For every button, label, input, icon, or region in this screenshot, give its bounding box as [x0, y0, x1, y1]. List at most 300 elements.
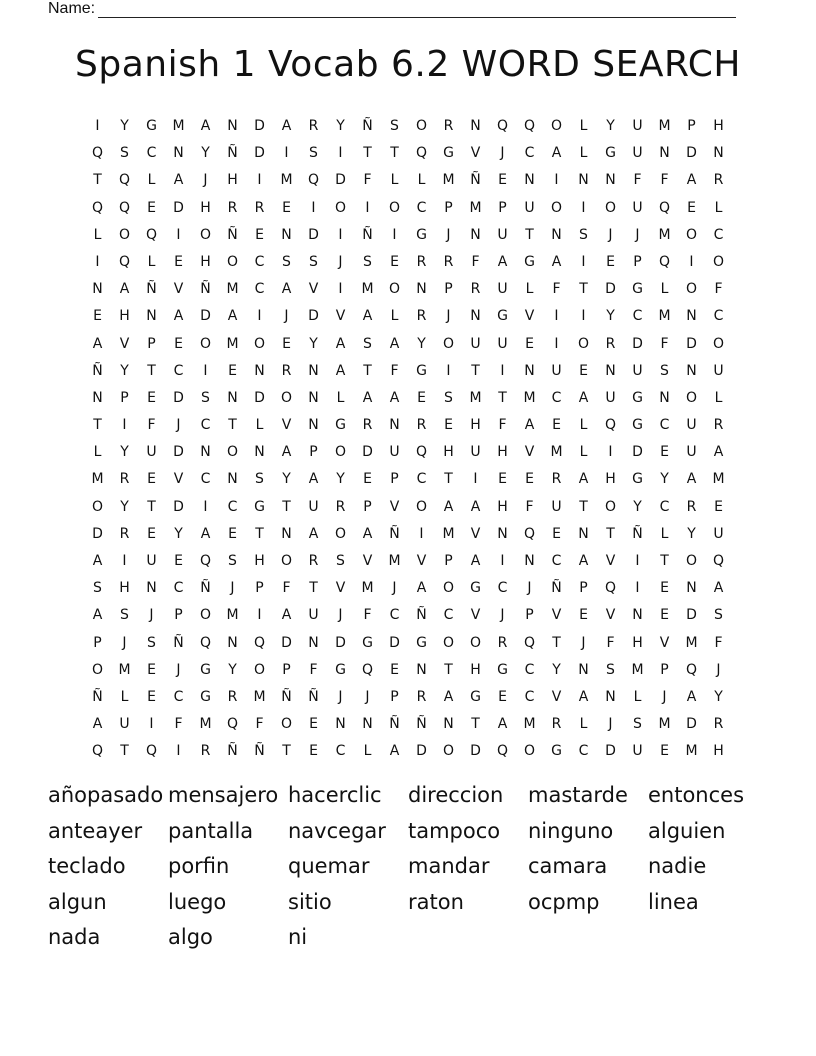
grid-letter: O [712, 253, 725, 270]
grid-letter: N [308, 362, 319, 379]
grid-letter: G [254, 498, 265, 515]
grid-letter: A [578, 471, 589, 488]
grid-letter: O [199, 335, 212, 352]
grid-letter: N [92, 281, 103, 298]
grid-letter: Q [496, 743, 509, 760]
grid-letter: O [280, 716, 293, 733]
grid-letter: D [605, 743, 616, 760]
grid-letter: A [416, 580, 427, 597]
grid-letter: S [444, 389, 453, 406]
grid-letter: C [335, 743, 346, 760]
word-bank-item: sitio [288, 889, 332, 914]
grid-letter: I [284, 145, 289, 162]
grid-letter: P [309, 444, 318, 461]
grid-letter: L [147, 172, 156, 189]
grid-letter: I [203, 362, 208, 379]
grid-letter: E [579, 362, 588, 379]
grid-letter: O [550, 118, 563, 134]
grid-letter: P [525, 607, 534, 624]
grid-letter: I [257, 607, 262, 624]
grid-letter: S [363, 253, 372, 270]
grid-letter: F [471, 253, 480, 270]
grid-letter: N [389, 417, 400, 434]
grid-letter: Q [523, 634, 536, 651]
grid-letter: M [631, 661, 644, 678]
grid-letter: F [147, 417, 156, 434]
grid-letter: Ñ [227, 145, 238, 162]
grid-letter: Ñ [200, 580, 211, 597]
grid-letter: I [122, 417, 127, 434]
grid-letter: P [498, 199, 507, 216]
grid-letter: E [579, 607, 588, 624]
grid-letter: T [282, 743, 291, 760]
grid-letter: I [500, 553, 505, 569]
grid-letter: R [416, 253, 427, 270]
grid-letter: V [335, 580, 346, 597]
grid-letter: I [419, 525, 424, 542]
grid-letter: H [470, 417, 481, 434]
grid-letter: E [525, 335, 534, 352]
grid-letter: J [338, 253, 343, 270]
grid-letter: E [282, 199, 291, 216]
grid-letter: N [227, 389, 238, 406]
grid-letter: T [444, 471, 453, 488]
grid-letter: M [199, 716, 212, 733]
word-bank-item: mandar [408, 854, 490, 878]
grid-letter: G [416, 362, 427, 379]
grid-letter: V [416, 553, 427, 569]
grid-letter: E [255, 226, 264, 243]
grid-letter: U [119, 716, 130, 733]
grid-letter: U [632, 145, 643, 162]
grid-letter: N [524, 172, 535, 189]
grid-letter: H [497, 444, 508, 461]
grid-letter: U [686, 417, 697, 434]
grid-letter: A [281, 118, 292, 134]
grid-letter: D [686, 145, 697, 162]
grid-letter: R [416, 688, 427, 705]
grid-letter: V [605, 607, 616, 624]
grid-letter: N [497, 525, 508, 542]
grid-letter: S [309, 253, 318, 270]
grid-letter: Y [552, 661, 561, 678]
grid-letter: L [579, 118, 588, 134]
grid-letter: C [551, 389, 562, 406]
grid-letter: A [119, 281, 130, 298]
grid-letter: H [200, 199, 211, 216]
grid-letter: Ñ [416, 607, 427, 624]
grid-letter: D [389, 634, 400, 651]
grid-letter: O [577, 335, 590, 352]
grid-letter: P [363, 498, 372, 515]
grid-letter: I [581, 253, 586, 270]
grid-letter: E [660, 607, 669, 624]
word-bank-item: linea [648, 889, 699, 914]
grid-letter: Q [307, 172, 320, 189]
grid-letter: U [524, 199, 535, 216]
grid-letter: C [227, 498, 238, 515]
grid-letter: D [362, 444, 373, 461]
grid-letter: I [176, 226, 181, 243]
grid-letter: U [497, 281, 508, 298]
grid-letter: M [361, 580, 374, 597]
grid-letter: P [633, 253, 642, 270]
grid-letter: L [417, 172, 426, 189]
grid-letter: Y [606, 118, 615, 134]
grid-letter: I [554, 308, 559, 325]
grid-letter: L [147, 253, 156, 270]
grid-letter: A [362, 525, 373, 542]
grid-letter: C [416, 471, 427, 488]
grid-letter: V [551, 607, 562, 624]
grid-letter: P [444, 553, 453, 569]
grid-letter: Q [118, 172, 131, 189]
grid-letter: J [500, 607, 505, 624]
grid-letter: E [174, 335, 183, 352]
grid-letter: N [713, 145, 724, 162]
grid-letter: C [416, 199, 427, 216]
grid-letter: R [416, 308, 427, 325]
grid-letter: C [713, 226, 724, 243]
grid-letter: C [200, 417, 211, 434]
grid-letter: R [254, 199, 265, 216]
grid-letter: T [471, 362, 480, 379]
grid-letter: R [227, 199, 238, 216]
grid-letter: O [199, 607, 212, 624]
grid-letter: D [686, 335, 697, 352]
grid-letter: R [470, 281, 481, 298]
grid-letter: G [200, 661, 211, 678]
grid-letter: U [497, 226, 508, 243]
grid-letter: M [550, 444, 563, 461]
grid-letter: V [173, 471, 184, 488]
grid-letter: G [632, 389, 643, 406]
grid-letter: N [470, 118, 481, 134]
word-bank-item: porfin [168, 854, 230, 878]
word-bank-item: pantalla [168, 818, 254, 843]
grid-letter: H [119, 580, 130, 597]
grid-letter: L [660, 281, 669, 298]
grid-letter: A [389, 335, 400, 352]
grid-letter: F [309, 661, 318, 678]
grid-letter: T [93, 172, 102, 189]
grid-letter: G [632, 471, 643, 488]
grid-letter: Y [120, 498, 129, 515]
grid-letter: V [362, 553, 373, 569]
grid-letter: I [581, 199, 586, 216]
grid-letter: Q [118, 253, 131, 270]
grid-letter: U [497, 335, 508, 352]
grid-letter: F [714, 281, 723, 298]
word-bank-item: raton [408, 889, 464, 914]
grid-letter: F [606, 634, 615, 651]
grid-letter: M [388, 553, 401, 569]
grid-letter: J [392, 580, 397, 597]
grid-letter: U [713, 525, 724, 542]
grid-letter: T [552, 634, 561, 651]
grid-letter: Ñ [92, 362, 103, 379]
grid-letter: J [608, 226, 613, 243]
grid-letter: J [608, 716, 613, 733]
grid-letter: C [497, 580, 508, 597]
grid-letter: O [442, 335, 455, 352]
page-title: Spanish 1 Vocab 6.2 WORD SEARCH [75, 44, 741, 85]
grid-letter: D [254, 389, 265, 406]
grid-letter: E [147, 688, 156, 705]
grid-letter: E [552, 417, 561, 434]
grid-letter: E [147, 199, 156, 216]
grid-letter: Ñ [146, 281, 157, 298]
grid-letter: T [525, 226, 534, 243]
grid-letter: S [201, 389, 210, 406]
grid-letter: A [389, 743, 400, 760]
grid-letter: D [335, 172, 346, 189]
grid-letter: M [658, 716, 671, 733]
grid-letter: V [470, 607, 481, 624]
grid-letter: J [527, 580, 532, 597]
grid-letter: F [174, 716, 183, 733]
grid-letter: E [498, 471, 507, 488]
grid-letter: S [147, 634, 156, 651]
grid-letter: A [308, 525, 319, 542]
grid-letter: A [389, 389, 400, 406]
grid-letter: N [146, 308, 157, 325]
grid-letter: F [660, 335, 669, 352]
grid-letter: S [714, 607, 723, 624]
grid-letter: J [716, 661, 721, 678]
grid-letter: R [416, 417, 427, 434]
grid-letter: J [176, 417, 181, 434]
grid-letter: U [632, 199, 643, 216]
grid-letter: Y [714, 688, 723, 705]
grid-letter: S [579, 226, 588, 243]
grid-letter: A [551, 253, 562, 270]
grid-letter: Q [145, 226, 158, 243]
grid-letter: E [390, 661, 399, 678]
grid-letter: E [282, 335, 291, 352]
grid-letter: J [446, 308, 451, 325]
grid-letter: Q [604, 580, 617, 597]
grid-letter: Q [604, 417, 617, 434]
word-bank-item: alguien [648, 818, 726, 843]
grid-letter: A [335, 335, 346, 352]
grid-letter: V [389, 498, 400, 515]
grid-letter: Ñ [362, 226, 373, 243]
grid-letter: N [524, 362, 535, 379]
grid-letter: H [497, 498, 508, 515]
grid-letter: M [658, 226, 671, 243]
grid-letter: U [713, 362, 724, 379]
grid-letter: D [605, 281, 616, 298]
grid-letter: N [443, 716, 454, 733]
grid-letter: A [443, 688, 454, 705]
grid-letter: D [173, 199, 184, 216]
grid-letter: N [578, 661, 589, 678]
grid-letter: M [280, 172, 293, 189]
grid-letter: I [554, 172, 559, 189]
grid-letter: S [228, 553, 237, 569]
grid-letter: V [173, 281, 184, 298]
name-field [48, 0, 736, 18]
grid-letter: F [390, 362, 399, 379]
grid-letter: I [581, 308, 586, 325]
grid-letter: M [523, 716, 536, 733]
grid-letter: M [442, 172, 455, 189]
grid-letter: A [578, 553, 589, 569]
grid-letter: A [551, 145, 562, 162]
grid-letter: U [551, 498, 562, 515]
grid-letter: C [659, 498, 670, 515]
grid-letter: A [173, 308, 184, 325]
grid-letter: T [309, 580, 318, 597]
grid-letter: G [146, 118, 157, 134]
grid-letter: D [416, 743, 427, 760]
grid-letter: A [470, 553, 481, 569]
grid-letter: E [444, 417, 453, 434]
grid-letter: R [443, 253, 454, 270]
grid-letter: P [579, 580, 588, 597]
grid-letter: O [415, 498, 428, 515]
grid-letter: E [498, 172, 507, 189]
grid-letter: R [335, 498, 346, 515]
grid-letter: L [336, 389, 345, 406]
grid-letter: R [308, 118, 319, 134]
grid-letter: J [581, 634, 586, 651]
grid-letter: U [551, 362, 562, 379]
grid-letter: A [173, 172, 184, 189]
grid-letter: E [606, 253, 615, 270]
grid-letter: E [363, 471, 372, 488]
grid-letter: A [686, 471, 697, 488]
grid-letter: D [173, 498, 184, 515]
grid-letter: E [174, 553, 183, 569]
grid-letter: A [362, 389, 373, 406]
grid-letter: Ñ [308, 688, 319, 705]
grid-letter: F [660, 172, 669, 189]
grid-letter: N [200, 444, 211, 461]
grid-letter: Ñ [416, 716, 427, 733]
grid-letter: Y [120, 362, 129, 379]
grid-letter: S [120, 607, 129, 624]
grid-letter: P [660, 661, 669, 678]
word-bank [48, 778, 768, 956]
grid-letter: T [363, 145, 372, 162]
grid-letter: P [687, 118, 696, 134]
grid-letter: O [685, 389, 698, 406]
grid-letter: L [579, 145, 588, 162]
grid-letter: G [200, 688, 211, 705]
grid-letter: P [174, 607, 183, 624]
grid-letter: N [335, 716, 346, 733]
grid-letter: M [226, 335, 239, 352]
grid-letter: H [713, 118, 724, 134]
grid-letter: Q [685, 661, 698, 678]
grid-letter: N [227, 471, 238, 488]
grid-letter: U [308, 498, 319, 515]
grid-letter: Q [199, 634, 212, 651]
grid-letter: U [146, 553, 157, 569]
grid-letter: J [122, 634, 127, 651]
grid-letter: R [497, 634, 508, 651]
grid-letter: E [498, 688, 507, 705]
grid-letter: Ñ [254, 743, 265, 760]
grid-letter: C [254, 253, 265, 270]
grid-letter: S [309, 145, 318, 162]
grid-letter: S [336, 553, 345, 569]
grid-letter: D [632, 335, 643, 352]
grid-letter: N [416, 661, 427, 678]
grid-letter: Y [120, 118, 129, 134]
grid-letter: S [120, 145, 129, 162]
grid-letter: S [282, 253, 291, 270]
grid-letter: Y [660, 471, 669, 488]
grid-letter: F [633, 172, 642, 189]
grid-letter: O [550, 199, 563, 216]
grid-letter: N [308, 389, 319, 406]
grid-letter: T [255, 525, 264, 542]
grid-letter: E [660, 444, 669, 461]
grid-letter: N [470, 308, 481, 325]
grid-letter: N [578, 172, 589, 189]
grid-letter: D [92, 525, 103, 542]
grid-letter: O [604, 498, 617, 515]
grid-letter: V [605, 553, 616, 569]
grid-letter: F [552, 281, 561, 298]
grid-letter: V [119, 335, 130, 352]
grid-letter: G [443, 145, 454, 162]
grid-letter: Q [415, 444, 428, 461]
grid-letter: Q [658, 253, 671, 270]
word-bank-item: navcegar [288, 818, 386, 843]
grid-letter: I [689, 253, 694, 270]
grid-letter: D [173, 389, 184, 406]
grid-letter: Q [361, 661, 374, 678]
grid-letter: Ñ [227, 743, 238, 760]
grid-letter: E [687, 199, 696, 216]
grid-letter: R [281, 362, 292, 379]
grid-letter: I [500, 362, 505, 379]
grid-letter: R [200, 743, 211, 760]
grid-letter: S [255, 471, 264, 488]
grid-letter: G [497, 661, 508, 678]
grid-letter: R [551, 716, 562, 733]
grid-letter: C [146, 145, 157, 162]
grid-letter: I [257, 172, 262, 189]
grid-letter: V [524, 308, 535, 325]
grid-letter: N [605, 688, 616, 705]
grid-letter: E [417, 389, 426, 406]
grid-letter: G [470, 580, 481, 597]
grid-letter: J [338, 607, 343, 624]
grid-letter: J [203, 172, 208, 189]
grid-letter: J [284, 308, 289, 325]
grid-letter: O [388, 199, 401, 216]
grid-letter: N [659, 145, 670, 162]
grid-letter: A [92, 607, 103, 624]
grid-letter: V [335, 308, 346, 325]
grid-letter: Y [417, 335, 426, 352]
grid-letter: T [579, 281, 588, 298]
grid-letter: H [254, 553, 265, 569]
grid-letter: C [551, 553, 562, 569]
grid-letter: G [470, 688, 481, 705]
grid-letter: M [685, 743, 698, 760]
grid-letter: O [91, 498, 104, 515]
grid-letter: O [226, 444, 239, 461]
grid-letter: V [470, 145, 481, 162]
grid-letter: E [93, 308, 102, 325]
grid-letter: L [714, 199, 723, 216]
